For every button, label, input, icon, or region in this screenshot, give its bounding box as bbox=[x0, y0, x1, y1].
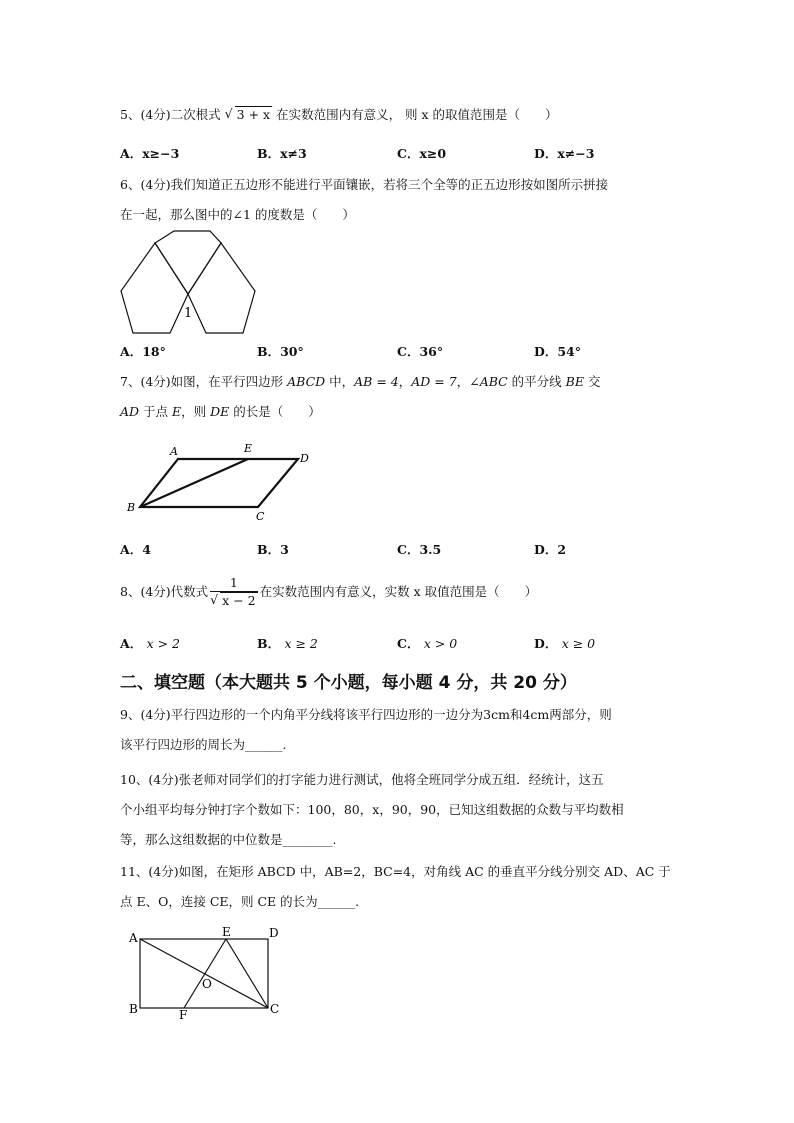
question-9-line-2: 该平行四边形的周长为______. bbox=[120, 737, 287, 752]
left-pentagon bbox=[121, 243, 188, 333]
question-7-options bbox=[120, 540, 680, 558]
q8-option-d-letter: D． bbox=[534, 636, 558, 651]
diagonal-ac bbox=[140, 939, 268, 1008]
q7-option-d[interactable]: D．2 bbox=[534, 542, 567, 557]
q8-option-b[interactable] bbox=[257, 634, 318, 652]
q7-option-a[interactable]: A．4 bbox=[120, 542, 151, 557]
three-pentagons-figure bbox=[115, 226, 260, 336]
label-c: C bbox=[256, 510, 265, 523]
q5-option-b[interactable]: B．x≠3 bbox=[257, 146, 307, 161]
q7-text: 7、(4分)如图，在平行四边形 bbox=[120, 374, 288, 389]
question-5-stem bbox=[120, 106, 558, 124]
label-a: A bbox=[170, 445, 178, 458]
question-10-line-3: 等，那么这组数据的中位数是________. bbox=[120, 832, 337, 847]
q7-angle: ∠ABC bbox=[469, 374, 508, 389]
q7-ad: AD = 7 bbox=[411, 374, 457, 389]
question-5-options bbox=[120, 144, 680, 162]
q6-option-b[interactable]: B．30° bbox=[257, 344, 304, 359]
q7-text: ， bbox=[456, 374, 470, 389]
q5-radicand: 3 + x bbox=[236, 107, 271, 122]
question-7-line-1 bbox=[120, 373, 600, 391]
q8-option-a[interactable] bbox=[120, 634, 180, 652]
label-d: D bbox=[269, 926, 279, 940]
q5-option-c[interactable]: C．x≥0 bbox=[397, 146, 447, 161]
q6-option-a[interactable]: A．18° bbox=[120, 344, 166, 359]
q8-radicand: x − 2 bbox=[222, 593, 256, 608]
q7-ab: AB = 4 bbox=[354, 374, 399, 389]
label-b: B bbox=[129, 1002, 138, 1016]
q8-denominator: √ x − 2 bbox=[210, 592, 256, 608]
right-pentagon bbox=[188, 243, 255, 333]
question-10-line-2: 个小组平均每分钟打字个数如下：100，80，x，90，90，已知这组数据的众数与平均数相 bbox=[120, 802, 624, 817]
label-f: F bbox=[179, 1008, 188, 1022]
question-9-line-1: 9、(4分)平行四边形的一个内角平分线将该平行四边形的一边分为3cm和4cm两部分，则 bbox=[120, 707, 612, 722]
q8-option-a-expr: x > 2 bbox=[146, 636, 180, 651]
label-e: E bbox=[244, 442, 253, 455]
question-11-line-2: 点 E、O，连接 CE，则 CE 的长为______. bbox=[120, 894, 360, 909]
q8-option-d[interactable] bbox=[534, 634, 595, 652]
bisector-ef bbox=[184, 939, 226, 1008]
section-2-heading: 二、填空题（本大题共 5 个小题，每小题 4 分，共 20 分） bbox=[120, 673, 577, 693]
q7-text: 交 bbox=[583, 374, 601, 389]
top-pentagon bbox=[155, 231, 221, 294]
q8-option-c-expr: x > 0 bbox=[423, 636, 458, 651]
question-8-options bbox=[120, 634, 680, 652]
label-c: C bbox=[270, 1002, 280, 1016]
q7-ad-ref: AD bbox=[120, 404, 140, 419]
question-10-line-1: 10、(4分)张老师对同学们的打字能力进行测试，他将全班同学分成五组．经统计，这五 bbox=[120, 772, 604, 787]
label-o: O bbox=[202, 977, 212, 991]
label-a: A bbox=[129, 931, 138, 945]
q5-option-a[interactable]: A．x≥−3 bbox=[120, 146, 180, 161]
bisector-be bbox=[140, 459, 248, 507]
q7-option-c[interactable]: C．3.5 bbox=[397, 542, 442, 557]
label-d: D bbox=[300, 452, 309, 465]
q8-option-d-expr: x ≥ 0 bbox=[561, 636, 596, 651]
q5-suffix: 在实数范围内有意义， 则 x 的取值范围是（ ） bbox=[276, 107, 558, 122]
q7-option-b[interactable]: B．3 bbox=[257, 542, 289, 557]
question-8-stem bbox=[120, 575, 537, 610]
q7-e-ref: E bbox=[172, 404, 182, 419]
q8-option-c[interactable] bbox=[397, 634, 457, 652]
label-e: E bbox=[222, 925, 231, 939]
q7-text: ， bbox=[398, 374, 412, 389]
q8-option-b-letter: B． bbox=[257, 636, 281, 651]
q8-option-a-letter: A． bbox=[120, 636, 143, 651]
q7-text: 中， bbox=[325, 374, 355, 389]
question-7-line-2 bbox=[120, 403, 321, 421]
parallelogram-abcd bbox=[140, 459, 298, 507]
q7-be: BE bbox=[565, 374, 584, 389]
question-11-line-1: 11、(4分)如图，在矩形 ABCD 中，AB=2，BC=4，对角线 AC 的垂直平分线分别交 AD、AC 于 bbox=[120, 864, 671, 879]
rectangle-figure bbox=[120, 922, 295, 1022]
q5-prefix: 5、(4分)二次根式 bbox=[120, 107, 221, 122]
q7-abcd: ABCD bbox=[287, 374, 326, 389]
q7-de-ref: DE bbox=[210, 404, 230, 419]
angle-1-label: 1 bbox=[184, 306, 193, 321]
q8-numerator: 1 bbox=[210, 575, 257, 592]
q8-prefix: 8、(4分)代数式 bbox=[120, 584, 209, 599]
q8-fraction bbox=[210, 575, 257, 610]
q7-text: 的平分线 bbox=[507, 374, 566, 389]
segment-ce bbox=[226, 939, 268, 1008]
q5-radical: √ 3 + x bbox=[224, 106, 271, 122]
question-6-options bbox=[120, 342, 680, 360]
q8-suffix: 在实数范围内有意义，实数 x 取值范围是（ ） bbox=[259, 584, 538, 599]
question-6-line-2: 在一起，那么图中的∠1 的度数是（ ） bbox=[120, 207, 355, 222]
q8-option-c-letter: C． bbox=[397, 636, 420, 651]
q6-option-d[interactable]: D．54° bbox=[534, 344, 581, 359]
q7-text: 的长是（ ） bbox=[229, 404, 321, 419]
q8-option-b-expr: x ≥ 2 bbox=[284, 636, 318, 651]
parallelogram-figure bbox=[120, 440, 320, 525]
q7-text: 于点 bbox=[139, 404, 173, 419]
q7-text: ，则 bbox=[181, 404, 211, 419]
q5-option-d[interactable]: D．x≠−3 bbox=[534, 146, 595, 161]
label-b: B bbox=[127, 501, 136, 514]
question-6-line-1: 6、(4分)我们知道正五边形不能进行平面镶嵌，若将三个全等的正五边形按如图所示拼接 bbox=[120, 177, 609, 192]
q6-option-c[interactable]: C．36° bbox=[397, 344, 444, 359]
